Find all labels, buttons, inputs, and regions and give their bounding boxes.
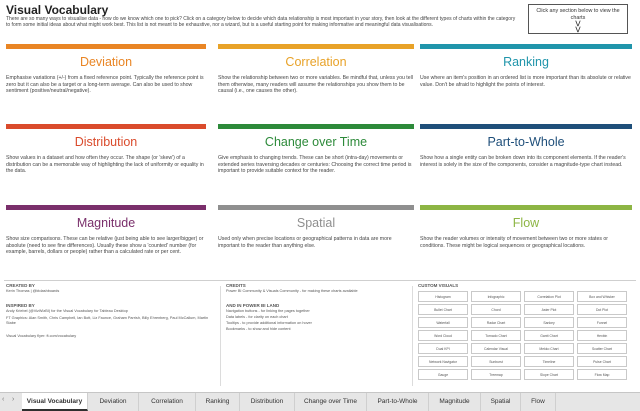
category-description-part: Show how a single entity can be broken down into its component elements. If the reader's interest is solely in the size of the components, consider a magnitude-type chart instead. [420,155,626,168]
category-bar-spatial[interactable] [218,205,414,210]
page-tab[interactable]: Flow [521,393,556,411]
hint-box [528,4,628,34]
also-in-line: Navigation buttons - for linking the pages together [226,309,310,313]
custom-visual-button[interactable]: Infographic [471,291,521,302]
page-tab[interactable]: Part-to-Whole [367,393,429,411]
custom-visual-button[interactable]: Sankey [524,317,574,328]
page-tab[interactable]: Correlation [139,393,196,411]
inspired-by-heading: INSPIRED BY [6,303,35,308]
created-by-heading: CREATED BY [6,283,35,288]
category-description-ranking: Use where an item's position in an ordered list is more important than its absolute or relative value. Don't be afraid to highlight the points of interest. [420,75,631,88]
custom-visual-button[interactable]: Word Cloud [418,330,468,341]
custom-visual-button[interactable]: Waterfall [418,317,468,328]
category-bar-flow[interactable] [420,205,632,210]
category-title-ranking[interactable]: Ranking [503,55,549,69]
category-title-flow[interactable]: Flow [512,216,540,230]
custom-visual-button[interactable]: Correlation Plot [524,291,574,302]
category-description-deviation: Emphasise variations (+/-) from a fixed reference point. Typically the reference point is zero but it can also be a target or a long-term average. Can also be used to show sentiment (positive/neutral/negative). [6,75,204,95]
hint-text: Click any section below to view the charts [536,8,620,21]
custom-visual-button[interactable]: Gantt Chart [524,330,574,341]
also-in-line: Tooltips - to provide additional information on hover [226,321,312,325]
footer-separator [220,286,221,386]
category-bar-distribution[interactable] [6,124,206,129]
page-tab[interactable]: Deviation [88,393,139,411]
custom-visual-button[interactable]: Sunburst [471,356,521,367]
inspired-by-line[interactable]: Visual Vocabulary flyer: ft.com/vocabulary [6,334,77,338]
category-title-spatial[interactable]: Spatial [296,216,336,230]
category-bar-ranking[interactable] [420,44,632,49]
custom-visual-button[interactable]: Dot Plot [577,304,627,315]
custom-visual-button[interactable]: Funnel [577,317,627,328]
custom-visual-button[interactable]: Slope Chart [524,369,574,380]
custom-visual-button[interactable]: Hexbin [577,330,627,341]
category-title-change[interactable]: Change over Time [264,135,368,149]
custom-visual-button[interactable]: Gauge [418,369,468,380]
custom-visual-button[interactable]: Treemap [471,369,521,380]
custom-visual-button[interactable]: Tornado Chart [471,330,521,341]
custom-visual-button[interactable]: Dual KPI [418,343,468,354]
custom-visual-button[interactable]: Chord [471,304,521,315]
category-description-spatial: Used only when precise locations or geographical patterns in data are more important to the reader than anything else. [218,236,392,249]
category-bar-deviation[interactable] [6,44,206,49]
custom-visual-button[interactable]: Aster Plot [524,304,574,315]
page-tab-bar [0,392,640,411]
created-by-line[interactable]: Kerin Thomas | @ktdashboards [6,289,60,293]
inspired-by-line[interactable]: Andy Kriebel (@VizWizBI) for the Visual Vocabulary for Tableau Desktop [6,309,128,313]
custom-visual-button[interactable]: Scatter Chart [577,343,627,354]
custom-visuals-heading: CUSTOM VISUALS [418,283,459,288]
footer-divider [4,280,636,281]
custom-visual-button[interactable]: Calendar Visual [471,343,521,354]
custom-visual-button[interactable]: Network Navigator [418,356,468,367]
also-in-heading: AND IN POWER BI LAND [226,303,280,308]
also-in-line: Data labels - for clarity on each chart [226,315,288,319]
custom-visual-button[interactable]: Bullet Chart [418,304,468,315]
category-description-distribution: Show values in a dataset and how often they occur. The shape (or 'skew') of a distribution can be a memorable way of highlighting the lack of uniformity or equality in the data. [6,155,204,175]
category-bar-correlation[interactable] [218,44,414,49]
custom-visual-button[interactable]: Pulse Chart [577,356,627,367]
category-title-part[interactable]: Part-to-Whole [487,135,565,149]
credits-line[interactable]: Power BI Community & Visuals Community - for making these charts available [226,289,358,293]
page-tab[interactable]: Magnitude [429,393,481,411]
page-title: Visual Vocabulary [6,3,109,17]
custom-visual-button[interactable]: Flow Map [577,369,627,380]
custom-visual-button[interactable]: Timeline [524,356,574,367]
category-title-magnitude[interactable]: Magnitude [76,216,136,230]
category-bar-change[interactable] [218,124,414,129]
category-description-change: Give emphasis to changing trends. These can be short (intra-day) movements or extended series traversing decades or centuries: Choosing the correct time period is important to provide suitable context for the reader. [218,155,412,175]
intro-text: There are so many ways to visualise data - how do we know which one to pick? Click on a category below to decide which data relationship is most important in your story, then look at the different types of charts within the category to form some initial ideas about what might work best. This list is not meant to be exhaustive, nor a wizard, but is a useful starting point for making informative and meaningful data visualisations. [6,16,516,29]
category-title-distribution[interactable]: Distribution [74,135,138,149]
category-bar-part[interactable] [420,124,632,129]
page-tab[interactable]: Distribution [240,393,295,411]
category-description-magnitude: Show size comparisons. These can be relative (just being able to see larger/bigger) or absolute (need to see fine differences). Usually these show a 'counted' number (for example, barrels, dollars or people) rather than a calculated rate or per cent. [6,236,204,256]
inspired-by-line[interactable]: FT Graphics: Alan Smith, Chris Campbell, Ian Bott, Liz Faunce, Graham Parrish, Billy Ehrenberg, Paul McCallum, Martin Stabe [6,316,209,325]
page-tab[interactable]: Spatial [481,393,521,411]
custom-visual-button[interactable]: Radar Chart [471,317,521,328]
footer-separator [412,286,413,386]
page-tab[interactable]: Visual Vocabulary [22,393,88,411]
scroll-right-icon[interactable]: › [12,396,15,403]
category-title-deviation[interactable]: Deviation [79,55,133,69]
category-title-correlation[interactable]: Correlation [285,55,347,69]
scroll-left-icon[interactable]: ‹ [2,396,5,403]
custom-visual-button[interactable]: Box and Whisker [577,291,627,302]
custom-visual-button[interactable]: Mekko Chart [524,343,574,354]
chevrons-down-icon: ⋁ ⋁ [575,21,581,33]
category-description-correlation: Show the relationship between two or more variables. Be mindful that, unless you tell them otherwise, many readers will assume the relationships you show them to be causal (i.e., one causes the other). [218,75,413,95]
custom-visual-button[interactable]: Histogram [418,291,468,302]
page-tab[interactable]: Ranking [196,393,240,411]
category-bar-magnitude[interactable] [6,205,206,210]
credits-heading: CREDITS [226,283,246,288]
also-in-line: Bookmarks - to show and hide content [226,327,291,331]
page-tab[interactable]: Change over Time [295,393,367,411]
category-description-flow: Show the reader volumes or intensity of movement between two or more states or conditions. These might be logical sequences or geographical locations. [420,236,608,249]
